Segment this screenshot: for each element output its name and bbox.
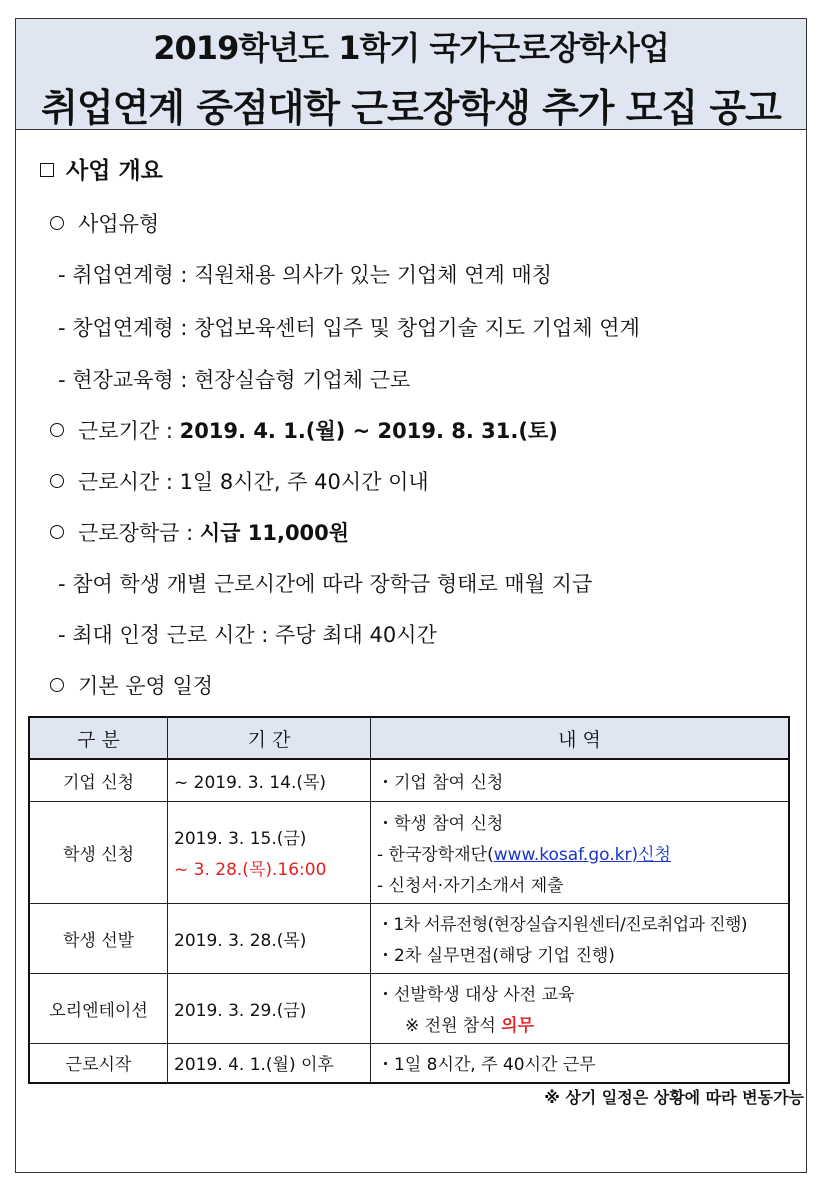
row-period: 2019. 3. 28.(목) bbox=[168, 903, 371, 973]
row-name: 오리엔테이션 bbox=[29, 973, 168, 1043]
section-heading: 사업 개요 bbox=[40, 152, 163, 185]
row-name: 기업 신청 bbox=[29, 759, 168, 801]
row-period: 2019. 3. 29.(금) bbox=[168, 973, 371, 1043]
table-row bbox=[29, 1043, 789, 1083]
row-name: 학생 신청 bbox=[29, 801, 168, 903]
deadline-red: ~ 3. 28.(목).16:00 bbox=[174, 860, 327, 880]
footnote: ※ 상기 일정은 상황에 따라 변동가능 bbox=[544, 1088, 804, 1107]
table-header-row bbox=[29, 717, 789, 759]
pay-item-monthly: - 참여 학생 개별 근로시간에 따라 장학금 형태로 매월 지급 bbox=[58, 572, 593, 596]
kosaf-link[interactable]: www.kosaf.go.kr bbox=[493, 844, 632, 865]
col-header-category: 구 분 bbox=[29, 717, 168, 759]
col-header-details: 내 역 bbox=[371, 717, 790, 759]
work-hours: 근로시간 : 1일 8시간, 주 40시간 이내 bbox=[50, 466, 429, 496]
row-name: 근로시작 bbox=[29, 1043, 168, 1083]
schedule-table bbox=[28, 716, 790, 1084]
circle-bullet-icon bbox=[50, 423, 64, 437]
circle-bullet-icon bbox=[50, 474, 64, 488]
table-row bbox=[29, 801, 789, 903]
circle-bullet-icon bbox=[50, 216, 64, 230]
type-item-startup: - 창업연계형 : 창업보육센터 입주 및 창업기술 지도 기업체 연계 bbox=[58, 316, 640, 340]
pay-item-max-hours: - 최대 인정 근로 시간 : 주당 최대 40시간 bbox=[58, 623, 437, 647]
title-line-2: 취업연계 중점대학 근로장학생 추가 모집 공고 bbox=[41, 86, 781, 130]
row-details: ・1차 서류전형(현장실습지원센터/진로취업과 진행) ・2차 실무면접(해당 기업 진행) bbox=[371, 903, 790, 973]
row-period: ~ 2019. 3. 14.(목) bbox=[168, 759, 371, 801]
row-period: 2019. 4. 1.(월) 이후 bbox=[168, 1043, 371, 1083]
work-period: 근로기간 : 2019. 4. 1.(월) ~ 2019. 8. 31.(토) bbox=[50, 415, 558, 445]
row-period: 2019. 3. 15.(금) ~ 3. 28.(목).16:00 bbox=[168, 801, 371, 903]
table-row bbox=[29, 903, 789, 973]
schedule-label: 기본 운영 일정 bbox=[50, 670, 213, 700]
mandatory-red: 의무 bbox=[501, 1016, 535, 1036]
type-item-employment: - 취업연계형 : 직원채용 의사가 있는 기업체 연계 매칭 bbox=[58, 263, 553, 287]
row-details: ・기업 참여 신청 bbox=[371, 759, 790, 801]
row-name: 학생 선발 bbox=[29, 903, 168, 973]
table-row bbox=[29, 973, 789, 1043]
business-type-label: 사업유형 bbox=[50, 208, 159, 238]
checkbox-square-icon bbox=[40, 163, 54, 177]
title-banner bbox=[15, 18, 807, 130]
row-details: ・1일 8시간, 주 40시간 근무 bbox=[371, 1043, 790, 1083]
row-details: ・선발학생 대상 사전 교육 ※ 전원 참석 의무 bbox=[371, 973, 790, 1043]
title-line-1: 2019학년도 1학기 국가근로장학사업 bbox=[153, 29, 669, 67]
circle-bullet-icon bbox=[50, 678, 64, 692]
circle-bullet-icon bbox=[50, 525, 64, 539]
table-row bbox=[29, 759, 789, 801]
type-item-field: - 현장교육형 : 현장실습형 기업체 근로 bbox=[58, 368, 411, 392]
row-details: ・학생 참여 신청 - 한국장학재단(www.kosaf.go.kr)신청 - 신청서·자기소개서 제출 bbox=[371, 801, 790, 903]
col-header-period: 기 간 bbox=[168, 717, 371, 759]
scholarship-pay: 근로장학금 : 시급 11,000원 bbox=[50, 517, 349, 547]
